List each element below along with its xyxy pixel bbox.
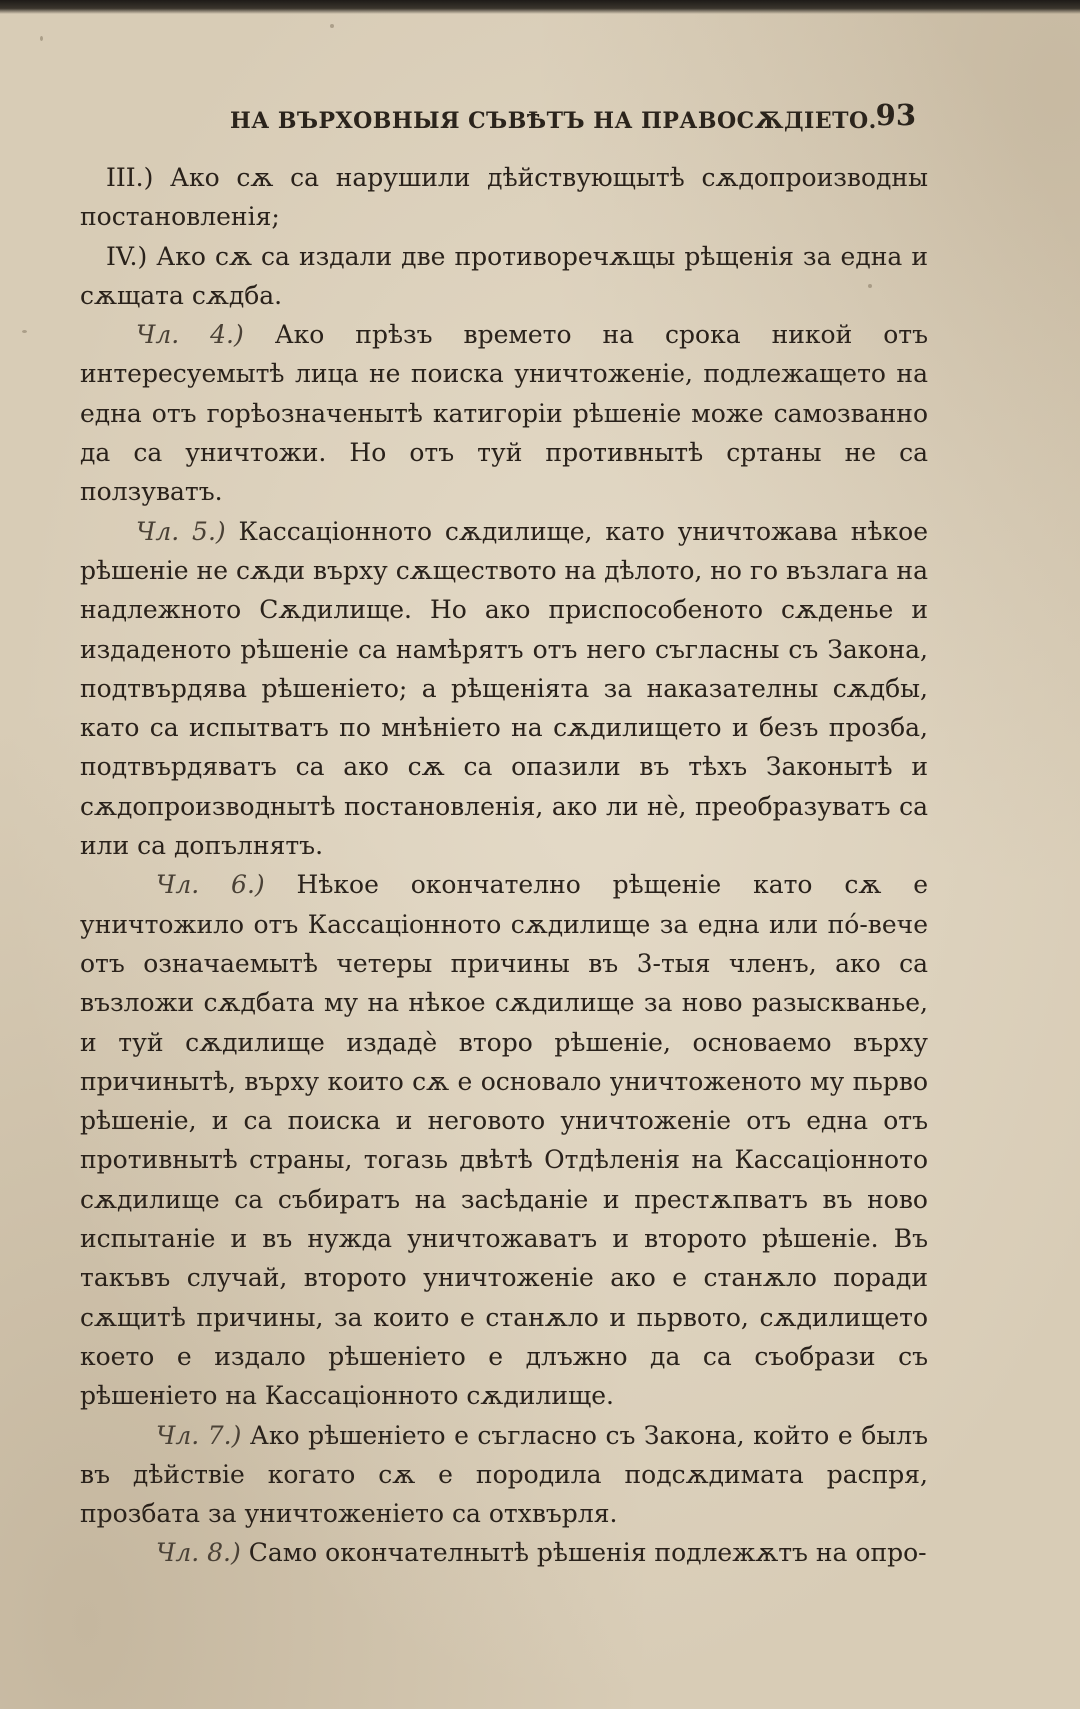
article-4-label: Чл. 4.) (136, 320, 244, 350)
article-6 (80, 865, 928, 1415)
article-8 (80, 1533, 928, 1572)
ink-speck (22, 330, 27, 333)
article-7 (80, 1416, 928, 1534)
article-4 (80, 315, 928, 511)
article-5 (80, 512, 928, 866)
ink-speck (330, 24, 334, 28)
article-7-label: Чл. 7.) (156, 1420, 242, 1450)
running-title: НА ВЪРХОВНЫЯ СЪВѢТЪ НА ПРАВОСѪДІЕТО. (230, 108, 877, 134)
article-6-label: Чл. 6.) (156, 870, 265, 900)
article-5-text: Кассаціонното сѫдилище, като уничтожава нѣкое рѣшеніе не сѫди върху сѫществото на дѣлото, но го възлага на надлежното Сѫдилище. Но ако приспособеното сѫденье и издаденото рѣшеніе са намѣрятъ отъ него съгласны съ Закона, подтвърдява рѣшеніето; а рѣщеніята за наказателны сѫдбы, като са испытватъ по мнѣніето на сѫдилището и безъ прозба, подтвърдяватъ са ако сѫ са опазили въ тѣхъ Законытѣ и сѫдопроизводнытѣ постановленія, ако ли нѐ, преобразуватъ са или са допълнятъ. (80, 516, 928, 861)
body-text (80, 158, 928, 1573)
article-4-text: Ако прѣзъ времето на срока никой отъ интересуемытѣ лица не поиска уничтоженіе, подлежащето на една отъ горѣозначенытѣ катигоріи рѣшеніе може самозванно да са уничтожи. Но отъ туй противнытѣ сртаны не са ползуватъ. (80, 320, 928, 507)
article-5-label: Чл. 5.) (136, 516, 226, 546)
page-number: 93 (875, 98, 916, 132)
page-top-edge (0, 0, 1080, 14)
article-6-text: Нѣкое окончателно рѣщеніе като сѫ е уничтожило отъ Кассаціонното сѫдилище за една или по́-вече отъ означаемытѣ четеры причины въ 3-тыя членъ, ако са възложи сѫдбата му на нѣкое сѫдилище за ново разыскванье, и туй сѫдилище издадѐ второ рѣшеніе, основаемо върху причинытѣ, върху които сѫ е основало уничтоженото му пьрво рѣшеніе, и са поиска и неговото уничтоженіе отъ една отъ противнытѣ страны, тогазь двѣтѣ Отдѣленія на Кассаціонното сѫдилище са събиратъ на засѣданіе и престѫпватъ въ ново испытаніе и въ нужда уничтожаватъ и второто рѣшеніе. Въ такъвъ случай, второто уничтоженіе ако е станѫло поради сѫщитѣ причины, за които е станѫло и пьрвото, сѫдилището което е издало рѣшеніето е длъжно да са съобрази съ рѣшеніето на Кассаціонното сѫдилище. (80, 870, 928, 1411)
article-8-label: Чл. 8.) (156, 1538, 241, 1568)
item-iv: IV.) Ако сѫ са издали две противоречѫщы рѣщенія за една и сѫщата сѫдба. (80, 241, 928, 310)
page-header (80, 92, 920, 142)
item-iii: III.) Ако сѫ са нарушили дѣйствующытѣ сѫдопроизводны постановленія; (80, 163, 928, 232)
article-8-text: Само окончателнытѣ рѣшенія подлежѫтъ на опро- (248, 1538, 927, 1568)
article-7-text: Ако рѣшеніето е съгласно съ Закона, който е былъ въ дѣйствіе когато сѫ е породила подсѫдимата распря, прозбата за уничтоженіето са отхвърля. (80, 1420, 928, 1529)
ink-speck (40, 36, 43, 41)
